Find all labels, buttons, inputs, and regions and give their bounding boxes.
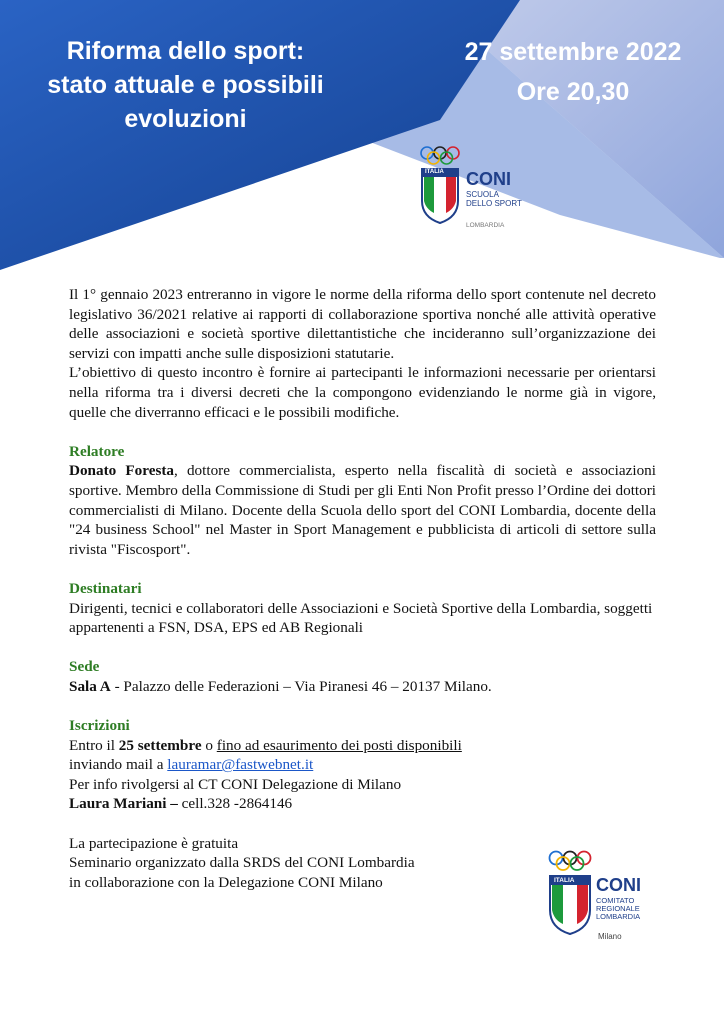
logo-city: Milano xyxy=(598,932,622,941)
sede-paragraph xyxy=(69,677,656,697)
destinatari-text: Dirigenti, tecnici e collaboratori delle Associazioni e Società Sportive della Lombardia, soggetti appartenenti a FSN, DSA, EPS ed AB Regionali xyxy=(69,599,653,637)
iscrizioni-heading: Iscrizioni xyxy=(69,717,130,735)
relatore-heading: Relatore xyxy=(69,442,125,460)
destinatari-heading: Destinatari xyxy=(69,579,142,597)
logo-sub-line-1: COMITATO xyxy=(596,896,635,905)
logo-sub-line-2: DELLO SPORT xyxy=(466,199,522,208)
footer-line-1: La partecipazione è gratuita xyxy=(69,834,239,852)
deadline-availability: fino ad esaurimento dei posti disponibili xyxy=(216,736,462,754)
event-title xyxy=(18,34,353,136)
document-body xyxy=(69,285,656,892)
deadline-or: o xyxy=(201,736,217,754)
logo-badge-text: ITALIA xyxy=(425,169,444,175)
iscrizioni-contact xyxy=(69,794,656,814)
logo-coni-word: CONI xyxy=(596,875,641,895)
logo-sub-line-3: LOMBARDIA xyxy=(596,912,641,921)
title-line-2: stato attuale e possibili xyxy=(47,71,324,99)
intro-paragraph-1: Il 1° gennaio 2023 entreranno in vigore le norme della riforma dello sport contenute nel decreto legislativo 36/2021 relative ai rapporti di collaborazione sportiva nonché alle attività operative delle associazioni e società sportive dilettantistiche che incideranno sull’organizzazione dei servizi con impatti anche sulle disposizioni statutarie. xyxy=(69,286,656,362)
relatore-name: Donato Foresta xyxy=(69,462,175,480)
deadline-date: 25 settembre xyxy=(118,736,202,754)
sede-address: - Palazzo delle Federazioni – Via Piranesi 46 – 20137 Milano. xyxy=(110,677,492,695)
deadline-prefix: Entro il xyxy=(69,736,119,754)
relatore-paragraph xyxy=(69,461,656,559)
title-line-3: evoluzioni xyxy=(124,105,247,133)
relatore-bio: , dottore commercialista, esperto nella fiscalità di società e associazioni sportive. Membro della Commissione di Studi per gli Enti Non Profit presso l’Ordine dei dottori commercialisti di Milano. Docente della Scuola dello sport del CONI Lombardia, docente della "24 business School" nel Master in Sport Management e pubblicista di articoli di settore sulla rivista "Fiscosport". xyxy=(69,462,656,558)
sede-room: Sala A xyxy=(69,677,111,695)
logo-sub-line-1: SCUOLA xyxy=(466,190,499,199)
contact-name: Laura Mariani – xyxy=(69,795,178,813)
intro-paragraph-2: L’obiettivo di questo incontro è fornire ai partecipanti le informazioni necessarie per orientarsi nella riforma tra i diversi decreti che la compongono evidenziando le norme già in vigore, quelle che diverranno efficaci e le possibili modifiche. xyxy=(69,364,656,421)
contact-phone: cell.328 -2864146 xyxy=(177,795,293,813)
logo-region: LOMBARDIA xyxy=(466,222,505,229)
logo-sub-line-2: REGIONALE xyxy=(596,904,640,913)
iscrizioni-mail-line xyxy=(69,755,656,775)
footer-line-3: in collaborazione con la Delegazione CONI Milano xyxy=(69,873,383,891)
coni-scuola-logo xyxy=(418,143,538,233)
logo-badge-text: ITALIA xyxy=(554,877,575,884)
event-date: 27 settembre 2022 xyxy=(464,38,682,66)
coni-lombardia-logo xyxy=(546,848,658,944)
iscrizioni-deadline xyxy=(69,736,656,756)
iscrizioni-info: Per info rivolgersi al CT CONI Delegazione di Milano xyxy=(69,775,402,793)
contact-email-link[interactable]: lauramar@fastwebnet.it xyxy=(167,756,314,774)
footer-line-2: Seminario organizzato dalla SRDS del CONI Lombardia xyxy=(69,854,415,872)
logo-coni-word: CONI xyxy=(466,169,511,189)
event-time: Ore 20,30 xyxy=(516,78,630,106)
sede-heading: Sede xyxy=(69,658,100,676)
mail-prefix: inviando mail a xyxy=(69,756,168,774)
title-line-1: Riforma dello sport: xyxy=(66,37,305,65)
event-datetime xyxy=(430,32,716,112)
